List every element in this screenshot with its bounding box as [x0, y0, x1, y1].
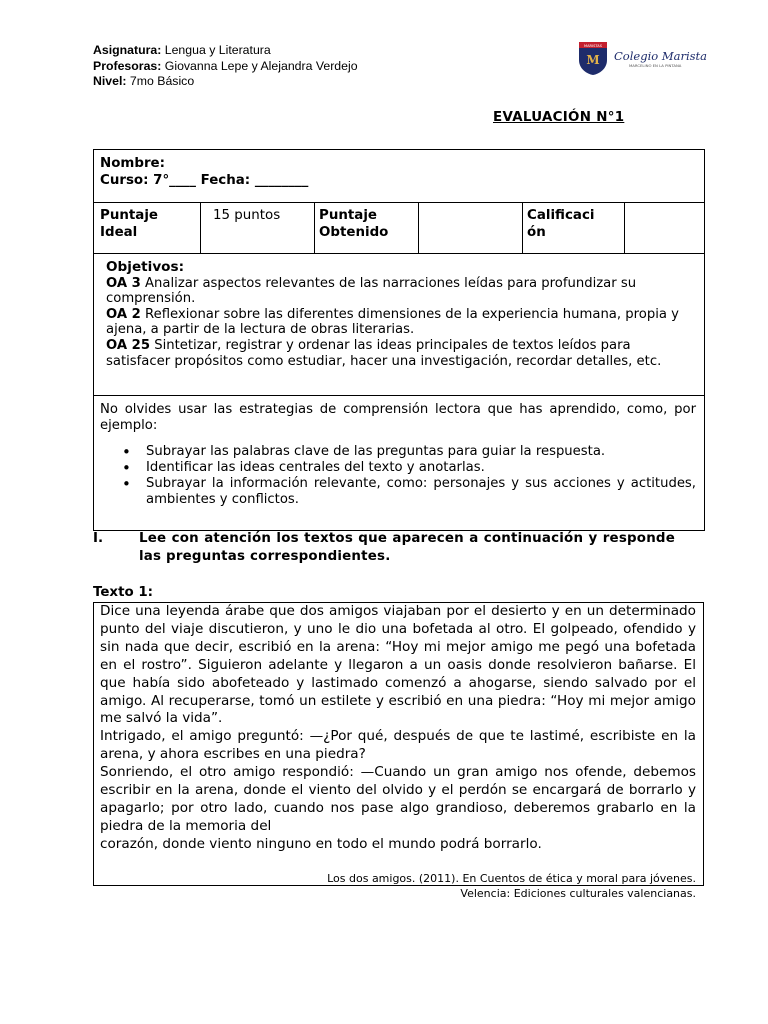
section-text: Lee con atención los textos que aparecen a continuación y responde las preguntas correspondientes. — [139, 531, 675, 564]
svg-text:MARISTAS: MARISTAS — [583, 44, 603, 48]
text-1-label: Texto 1: — [93, 585, 154, 600]
page-title: EVALUACIÓN N°1 — [493, 110, 625, 125]
strategies-intro: No olvides usar las estrategias de comprensión lectora que has aprendido, como, por ejemplo: — [100, 402, 696, 433]
grade-field[interactable] — [625, 203, 705, 254]
svg-text:MARCELINO EN LA PINTANA: MARCELINO EN LA PINTANA — [629, 63, 682, 68]
strategy-item: • Identificar las ideas centrales del texto y anotarlas. — [146, 460, 696, 476]
strategies-cell — [94, 396, 705, 531]
ideal-score-value: 15 puntos — [201, 203, 315, 254]
text-paragraph: Intrigado, el amigo preguntó: —¿Por qué, después de que te lastimé, escribiste en la arena, y ahora escribes en una piedra? — [100, 728, 696, 763]
ideal-score-label: Puntaje Ideal — [94, 203, 201, 254]
obtained-score-label: Puntaje Obtenido — [315, 203, 419, 254]
name-label: Nombre: — [100, 156, 165, 171]
section-instruction — [93, 530, 675, 565]
score-row — [94, 203, 705, 254]
strategy-item: • Subrayar las palabras clave de las preguntas para guiar la respuesta. — [146, 444, 696, 460]
svg-text:Colegio Marista: Colegio Marista — [614, 49, 708, 63]
text-paragraph: Sonriendo, el otro amigo respondió: —Cuando un gran amigo nos ofende, debemos escribir en la arena, donde el viento del olvido y el perdón se encargará de borrarlo y apagarlo; por otro lado, cuando nos pase algo grandioso, deberemos grabarlo en la piedra de la memoria del — [100, 764, 696, 834]
course-date-line: Curso: 7°____ Fecha: ________ — [100, 173, 309, 188]
level-line: Nivel: 7mo Básico — [93, 74, 195, 89]
teachers-line: Profesoras: Giovanna Lepe y Alejandra Verdejo — [93, 58, 358, 73]
text-paragraph: Dice una leyenda árabe que dos amigos viajaban por el desierto y en un determinado punto del viaje discutieron, y uno le dio una bofetada al otro. El golpeado, ofendido y sin nada que decir, escribió en la arena: “Hoy mi mejor amigo me pegó una bofetada en el rostro”. Siguieron adelante y llegaron a un oasis donde resolvieron bañarse. El que había sido abofeteado y lastimado comenzó a ahogarse, siendo salvado por el amigo. Al recuperarse, tomó un estilete y escribió en una piedra: “Hoy mi mejor amigo me salvó la vida”. — [100, 603, 696, 727]
text-paragraph: corazón, donde viento ninguno en todo el mundo podrá borrarlo. — [100, 835, 542, 852]
subject-line: Asignatura: Lengua y Literatura — [93, 43, 271, 57]
objective-item: OA 3 Analizar aspectos relevantes de las narraciones leídas para profundizar su comprensión. — [106, 275, 637, 307]
grade-label: Calificaci ón — [523, 203, 625, 254]
document-header — [93, 43, 358, 90]
objective-item: OA 25 Sintetizar, registrar y ordenar las ideas principales de textos leídos para satisfacer propósitos como estudiar, hacer una investigación, recordar detalles, etc. — [106, 337, 662, 369]
section-number: I. — [93, 531, 104, 546]
text-1-box — [93, 602, 704, 900]
obtained-score-field[interactable] — [419, 203, 523, 254]
strategies-list — [100, 444, 696, 508]
objective-item: OA 2 Reflexionar sobre las diferentes dimensiones de la experiencia humana, propia y ajena, a partir de la lectura de obras literarias. — [106, 306, 679, 338]
school-logo — [577, 38, 712, 76]
strategy-item: • Subrayar la información relevante, como: personajes y sus acciones y actitudes, ambientes y conflictos. — [146, 476, 696, 508]
citation: Los dos amigos. (2011). En Cuentos de ética y moral para jóvenes. Velencia: Ediciones culturales valencianas. — [327, 872, 696, 900]
student-info-cell — [94, 150, 705, 203]
objectives-title: Objetivos: — [106, 259, 185, 275]
svg-text:M: M — [586, 53, 600, 67]
objectives-cell — [94, 254, 705, 396]
student-info-table — [93, 149, 705, 531]
marista-crest-icon — [577, 38, 712, 76]
